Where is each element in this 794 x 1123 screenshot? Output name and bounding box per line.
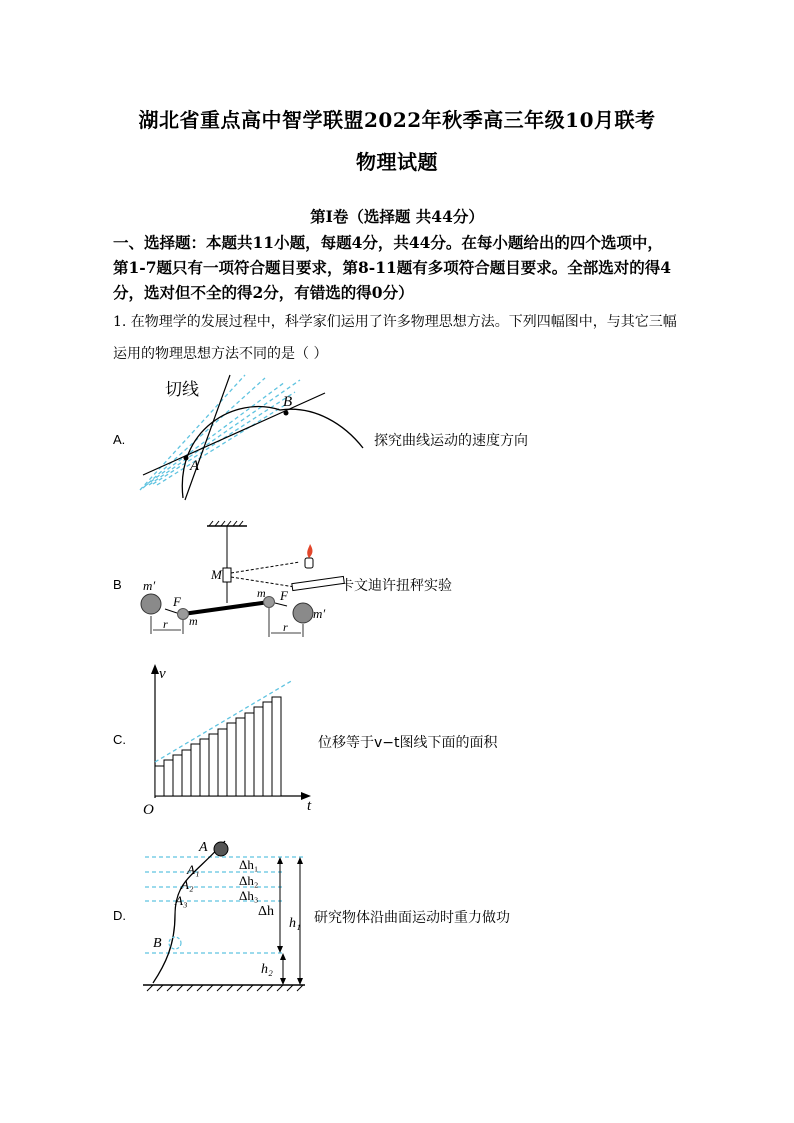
mirror-m bbox=[223, 568, 231, 582]
label-m-left: m bbox=[189, 614, 198, 628]
option-b-caption: 卡文迪许扭秤实验 bbox=[340, 578, 452, 594]
option-d-letter: D. bbox=[113, 908, 126, 923]
axis-label-t: t bbox=[307, 798, 312, 814]
force-arrow-right bbox=[275, 603, 287, 606]
question-1-stem-line-2: 运用的物理思想方法不同的是（ ） bbox=[113, 346, 328, 362]
torsion-rod bbox=[183, 602, 269, 614]
v-axis-arrow bbox=[151, 664, 159, 674]
option-d-figure bbox=[135, 835, 320, 995]
label-dh1: Δh₁ bbox=[239, 857, 259, 872]
volume-title: 第I卷（选择题 共44分） bbox=[310, 207, 484, 226]
label-m-prime-right: m′ bbox=[313, 606, 326, 621]
label-a1: A₁ bbox=[187, 862, 200, 877]
lamp bbox=[305, 558, 313, 568]
point-a bbox=[184, 456, 189, 461]
label-r-left: r bbox=[163, 617, 168, 631]
label-b: B bbox=[283, 394, 293, 410]
option-c-caption: 位移等于v−t图线下面的面积 bbox=[318, 735, 498, 751]
label-m-prime-left: m′ bbox=[143, 578, 156, 593]
point-b bbox=[284, 411, 289, 416]
height-levels bbox=[145, 857, 305, 953]
label-dh: Δh bbox=[258, 904, 275, 919]
option-a-letter: A. bbox=[113, 432, 126, 447]
large-ball-left bbox=[141, 594, 161, 614]
label-h1: h₁ bbox=[289, 916, 301, 931]
ground-hatch bbox=[147, 985, 303, 991]
label-h2: h₂ bbox=[261, 962, 273, 977]
subject-title: 物理试题 bbox=[356, 150, 438, 174]
option-c-figure bbox=[135, 660, 325, 820]
label-a: A bbox=[190, 458, 200, 474]
trajectory-curve bbox=[182, 407, 363, 498]
label-f-left: F bbox=[173, 594, 181, 609]
label-dh3: Δh₃ bbox=[239, 888, 259, 903]
label-f-right: F bbox=[280, 588, 288, 603]
axis-label-v: v bbox=[159, 666, 166, 682]
force-arrow-left bbox=[165, 609, 177, 613]
small-ball-left bbox=[178, 609, 189, 620]
option-b-letter: B bbox=[113, 577, 122, 592]
section-line-3: 分，选对但不全的得2分，有错选的得0分） bbox=[113, 283, 414, 302]
label-r-right: r bbox=[283, 620, 288, 634]
option-a-caption: 探究曲线运动的速度方向 bbox=[374, 433, 528, 449]
question-1-stem-line-1: 1. 在物理学的发展过程中，科学家们运用了许多物理思想方法。下列四幅图中，与其它三幅 bbox=[113, 314, 677, 330]
exam-title: 湖北省重点高中智学联盟2022年秋季高三年级10月联考 bbox=[138, 108, 656, 132]
section-line-1: 一、选择题：本题共11小题，每题4分，共44分。在每小题给出的四个选项中， bbox=[113, 233, 663, 252]
light-ray-in bbox=[231, 562, 300, 573]
label-m-big: M bbox=[211, 567, 222, 582]
velocity-bars bbox=[155, 697, 281, 796]
origin-label: O bbox=[143, 802, 154, 818]
label-a2: A₂ bbox=[181, 877, 194, 892]
option-c-letter: C. bbox=[113, 732, 126, 747]
label-a3: A₃ bbox=[175, 893, 188, 908]
label-a: A bbox=[199, 840, 208, 855]
option-b-figure bbox=[135, 520, 350, 645]
section-line-2: 第1-7题只有一项符合题目要求，第8-11题有多项符合题目要求。全部选对的得4 bbox=[113, 258, 672, 277]
label-dh2: Δh₂ bbox=[239, 873, 259, 888]
option-d-caption: 研究物体沿曲面运动时重力做功 bbox=[314, 910, 510, 926]
section-instructions bbox=[113, 230, 693, 305]
lamp-flame-icon bbox=[307, 544, 312, 558]
option-a-figure bbox=[135, 370, 375, 505]
ball-at-a bbox=[214, 842, 228, 856]
dashed-secant-lines bbox=[140, 375, 300, 490]
label-m-right: m bbox=[257, 586, 266, 600]
scale-ruler bbox=[292, 576, 344, 590]
label-b: B bbox=[153, 936, 162, 951]
tangent-label: 切线 bbox=[165, 380, 199, 399]
large-ball-right bbox=[293, 603, 313, 623]
